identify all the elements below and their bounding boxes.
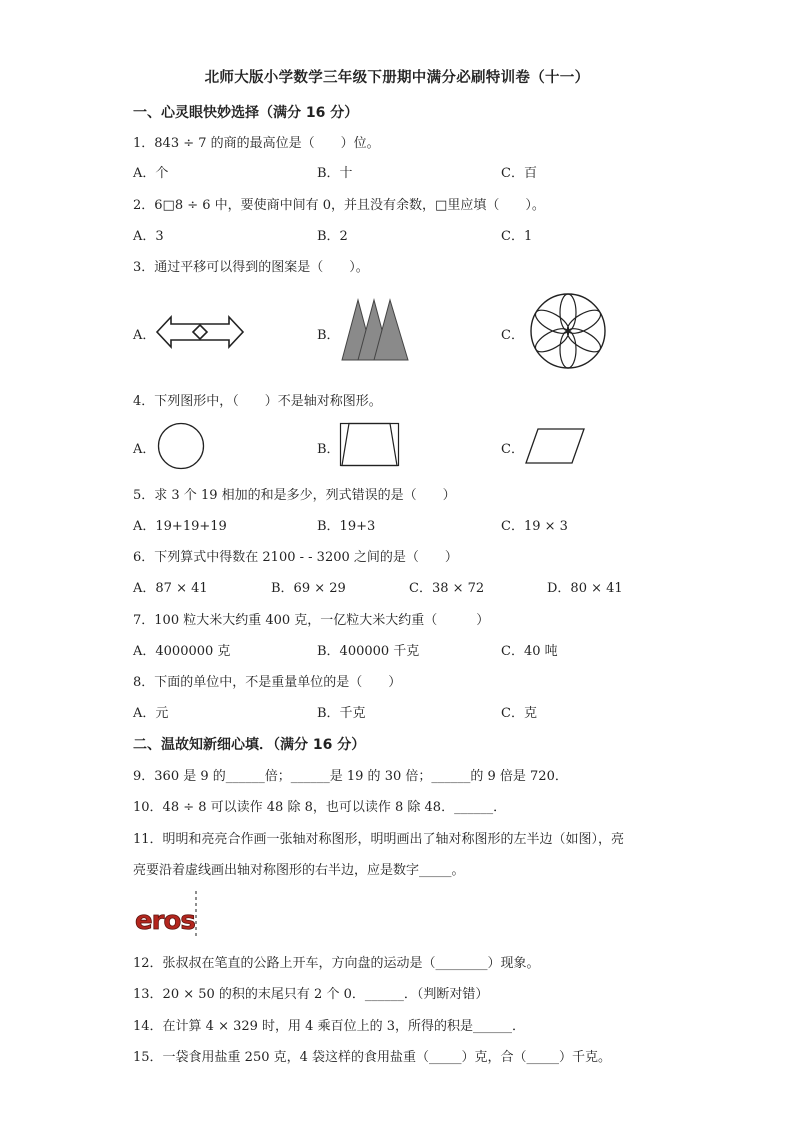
- question-15: 15．一袋食用盐重 250 克，4 袋这样的食用盐重（_____）克，合（_____）千克。: [133, 1050, 612, 1065]
- q2-option-b[interactable]: B．2: [317, 229, 348, 244]
- q6-option-c[interactable]: C．38 × 72: [409, 581, 485, 596]
- q8-option-a[interactable]: A．元: [133, 706, 169, 721]
- question-6: 6．下列算式中得数在 2100 - - 3200 之间的是（ ）: [133, 550, 458, 565]
- triangles-figure: [338, 296, 412, 362]
- question-2: 2．6□8 ÷ 6 中，要使商中间有 0，并且没有余数，□里应填（ ）。: [133, 198, 545, 213]
- q5-option-b[interactable]: B．19+3: [317, 519, 376, 534]
- question-8: 8．下面的单位中，不是重量单位的是（ ）: [133, 675, 402, 690]
- question-11-line-1: 11．明明和亮亮合作画一张轴对称图形，明明画出了轴对称图形的左半边（如图），亮: [133, 832, 625, 847]
- q7-option-b[interactable]: B．400000 千克: [317, 644, 420, 659]
- q3-option-b[interactable]: B．: [317, 328, 340, 343]
- section-heading-2: 二、温故知新细心填．（满分 16 分）: [133, 737, 366, 753]
- section-heading-1: 一、心灵眼快妙选择（满分 16 分）: [133, 105, 359, 121]
- question-14: 14．在计算 4 × 329 时，用 4 乘百位上的 3，所得的积是______．: [133, 1019, 525, 1034]
- double-arrow-figure: [155, 313, 245, 351]
- question-7: 7．100 粒大米大约重 400 克，一亿粒大米大约重（ ）: [133, 613, 490, 628]
- question-10: 10．48 ÷ 8 可以读作 48 除 8，也可以读作 8 除 48．______．: [133, 800, 507, 815]
- q8-option-c[interactable]: C．克: [501, 706, 537, 721]
- eros-half-figure: [133, 889, 205, 941]
- q1-option-c[interactable]: C．百: [501, 166, 537, 181]
- question-1: 1．843 ÷ 7 的商的最高位是（ ）位。: [133, 136, 380, 151]
- q1-option-a[interactable]: A．个: [133, 166, 169, 181]
- q4-option-b[interactable]: B．: [317, 442, 340, 457]
- q6-option-a[interactable]: A．87 × 41: [133, 581, 208, 596]
- question-11-line-2: 亮要沿着虚线画出轴对称图形的右半边，应是数字_____。: [133, 863, 465, 878]
- question-4: 4．下列图形中，（ ）不是轴对称图形。: [133, 394, 382, 409]
- q3-option-c[interactable]: C．: [501, 328, 524, 343]
- q5-option-a[interactable]: A．19+19+19: [133, 519, 227, 534]
- q7-option-a[interactable]: A．4000000 克: [133, 644, 231, 659]
- figure-text: eros: [135, 906, 195, 936]
- trapezoid-in-rectangle-figure: [339, 422, 401, 468]
- q1-option-b[interactable]: B．十: [317, 166, 353, 181]
- q4-option-a[interactable]: A．: [133, 442, 156, 457]
- circle-flower-figure: [528, 291, 608, 371]
- q6-option-d[interactable]: D．80 × 41: [547, 581, 623, 596]
- parallelogram-figure: [524, 427, 586, 465]
- circle-figure: [156, 422, 206, 470]
- question-13: 13．20 × 50 的积的末尾只有 2 个 0．______．（判断对错）: [133, 987, 489, 1002]
- question-3: 3．通过平移可以得到的图案是（ ）。: [133, 260, 369, 275]
- q6-option-b[interactable]: B．69 × 29: [271, 581, 346, 596]
- question-12: 12．张叔叔在笔直的公路上开车，方向盘的运动是（________）现象。: [133, 956, 540, 971]
- q7-option-c[interactable]: C．40 吨: [501, 644, 558, 659]
- q5-option-c[interactable]: C．19 × 3: [501, 519, 568, 534]
- page-title: 北师大版小学数学三年级下册期中满分必刷特训卷（十一）: [204, 70, 590, 86]
- q4-option-c[interactable]: C．: [501, 442, 524, 457]
- q2-option-c[interactable]: C．1: [501, 229, 533, 244]
- question-5: 5．求 3 个 19 相加的和是多少，列式错误的是（ ）: [133, 488, 456, 503]
- q2-option-a[interactable]: A．3: [133, 229, 164, 244]
- question-9: 9．360 是 9 的______倍；______是 19 的 30 倍；______的 9 倍是 720．: [133, 769, 568, 784]
- q8-option-b[interactable]: B．千克: [317, 706, 366, 721]
- q3-option-a[interactable]: A．: [133, 328, 156, 343]
